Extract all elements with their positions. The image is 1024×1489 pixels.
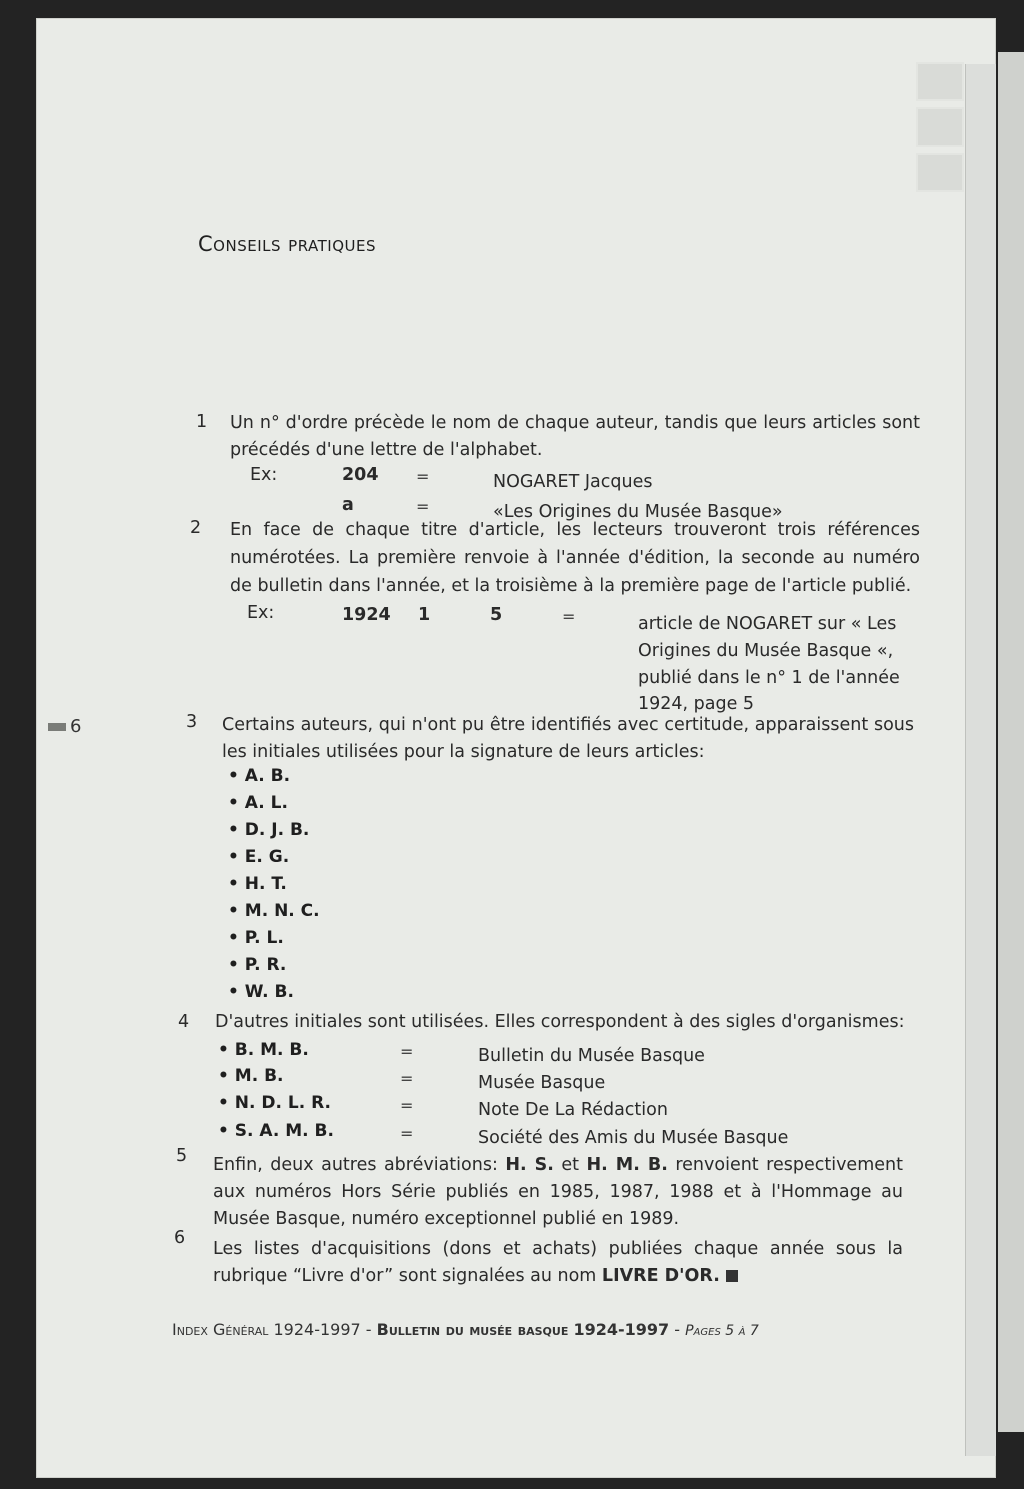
item-5-text-c: renvoient respectivement aux numéros Hors Série publiés en 1985, 1987, 1988 et à l'Hommage au Musée Basque, numéro exceptionnel publié en 1989. — [213, 1155, 903, 1229]
sigle-code: • B. M. B. — [218, 1040, 309, 1060]
item-6-text-a: Les listes d'acquisitions (dons et achats) publiées chaque année sous la rubrique “Livre d'or” sont signalées au nom — [213, 1239, 903, 1286]
sigle-value: Bulletin du Musée Basque — [478, 1046, 705, 1066]
livre-dor-label: LIVRE D'OR. — [601, 1266, 720, 1286]
end-square-icon — [726, 1270, 738, 1282]
sigle-code: • M. B. — [218, 1066, 284, 1086]
equals-sign: = — [562, 607, 576, 626]
initials-item: • H. T. — [228, 874, 287, 894]
page-fold-edge — [965, 64, 996, 1456]
equals-sign: = — [400, 1042, 414, 1061]
bleed-through-logo — [916, 62, 964, 192]
sigle-value: Note De La Rédaction — [478, 1100, 668, 1120]
item-2-text: En face de chaque titre d'article, les lecteurs trouveront trois références numérotées. La première renvoie à l'année d'édition, la seconde au numéro de bulletin dans l'année, et la troisième à la première page de l'article publié. — [230, 520, 920, 596]
sigle-value: Musée Basque — [478, 1073, 606, 1093]
footer-index-title: Index Général — [172, 1320, 269, 1339]
item-6-text — [213, 1236, 903, 1290]
initials-item: • D. J. B. — [228, 820, 310, 840]
footer-years: 1924-1997 — [573, 1320, 670, 1339]
footer-years: 1924-1997 — [273, 1320, 361, 1339]
example-year: 1924 — [342, 605, 391, 625]
footer-bulletin-title: Bulletin du musée basque — [376, 1320, 569, 1339]
item-5-text — [213, 1152, 903, 1233]
example-value: NOGARET Jacques — [493, 472, 653, 492]
item-1-text: Un n° d'ordre précède le nom de chaque auteur, tandis que leurs articles sont précédés d'une lettre de l'alphabet. — [230, 413, 920, 460]
item-number: 3 — [186, 712, 198, 732]
example-value: «Les Origines du Musée Basque» — [493, 502, 783, 522]
side-page-number: 6 — [70, 716, 82, 737]
example-label: Ex: — [250, 465, 278, 485]
item-number: 1 — [196, 412, 208, 432]
item-5-text-b: et — [561, 1155, 580, 1175]
example-issue: 1 — [418, 605, 431, 625]
footer-pages: Pages 5 à 7 — [685, 1323, 759, 1339]
item-number: 4 — [178, 1012, 190, 1032]
example-line: 1924, page 5 — [638, 694, 755, 714]
equals-sign: = — [400, 1124, 414, 1143]
item-4-text: D'autres initiales sont utilisées. Elles correspondent à des sigles d'organismes: — [215, 1012, 905, 1032]
example-line: publié dans le n° 1 de l'année — [638, 668, 900, 688]
example-code: a — [342, 495, 354, 515]
sigle-code: • S. A. M. B. — [218, 1121, 334, 1141]
initials-item: • A. B. — [228, 766, 291, 786]
initials-item: • A. L. — [228, 793, 288, 813]
example-line: Origines du Musée Basque «, — [638, 641, 894, 661]
equals-sign: = — [416, 497, 430, 516]
page-footer — [172, 1320, 759, 1339]
abbr-hmb: H. M. B. — [586, 1155, 668, 1175]
sigle-code: • N. D. L. R. — [218, 1093, 331, 1113]
item-number: 2 — [190, 518, 202, 538]
side-marker — [48, 723, 66, 731]
item-5-text-a: Enfin, deux autres abréviations: — [213, 1155, 498, 1175]
initials-item: • M. N. C. — [228, 901, 320, 921]
initials-item: • P. R. — [228, 955, 287, 975]
equals-sign: = — [400, 1069, 414, 1088]
example-code: 204 — [342, 465, 379, 485]
example-page: 5 — [490, 605, 503, 625]
example-line: article de NOGARET sur « Les — [638, 614, 897, 634]
example-label: Ex: — [247, 603, 275, 623]
equals-sign: = — [400, 1096, 414, 1115]
footer-separator: - — [365, 1320, 372, 1339]
page-heading: Conseils pratiques — [198, 232, 376, 257]
item-number: 5 — [176, 1146, 188, 1166]
abbr-hs: H. S. — [505, 1155, 554, 1175]
item-number: 6 — [174, 1228, 186, 1248]
equals-sign: = — [416, 467, 430, 486]
initials-item: • E. G. — [228, 847, 290, 867]
initials-item: • W. B. — [228, 982, 294, 1002]
item-3-text: Certains auteurs, qui n'ont pu être identifiés avec certitude, apparaissent sous les initiales utilisées pour la signature de leurs articles: — [222, 715, 914, 762]
footer-separator: - — [674, 1320, 681, 1339]
initials-item: • P. L. — [228, 928, 284, 948]
adjacent-page-edge — [998, 52, 1024, 1432]
sigle-value: Société des Amis du Musée Basque — [478, 1128, 789, 1148]
